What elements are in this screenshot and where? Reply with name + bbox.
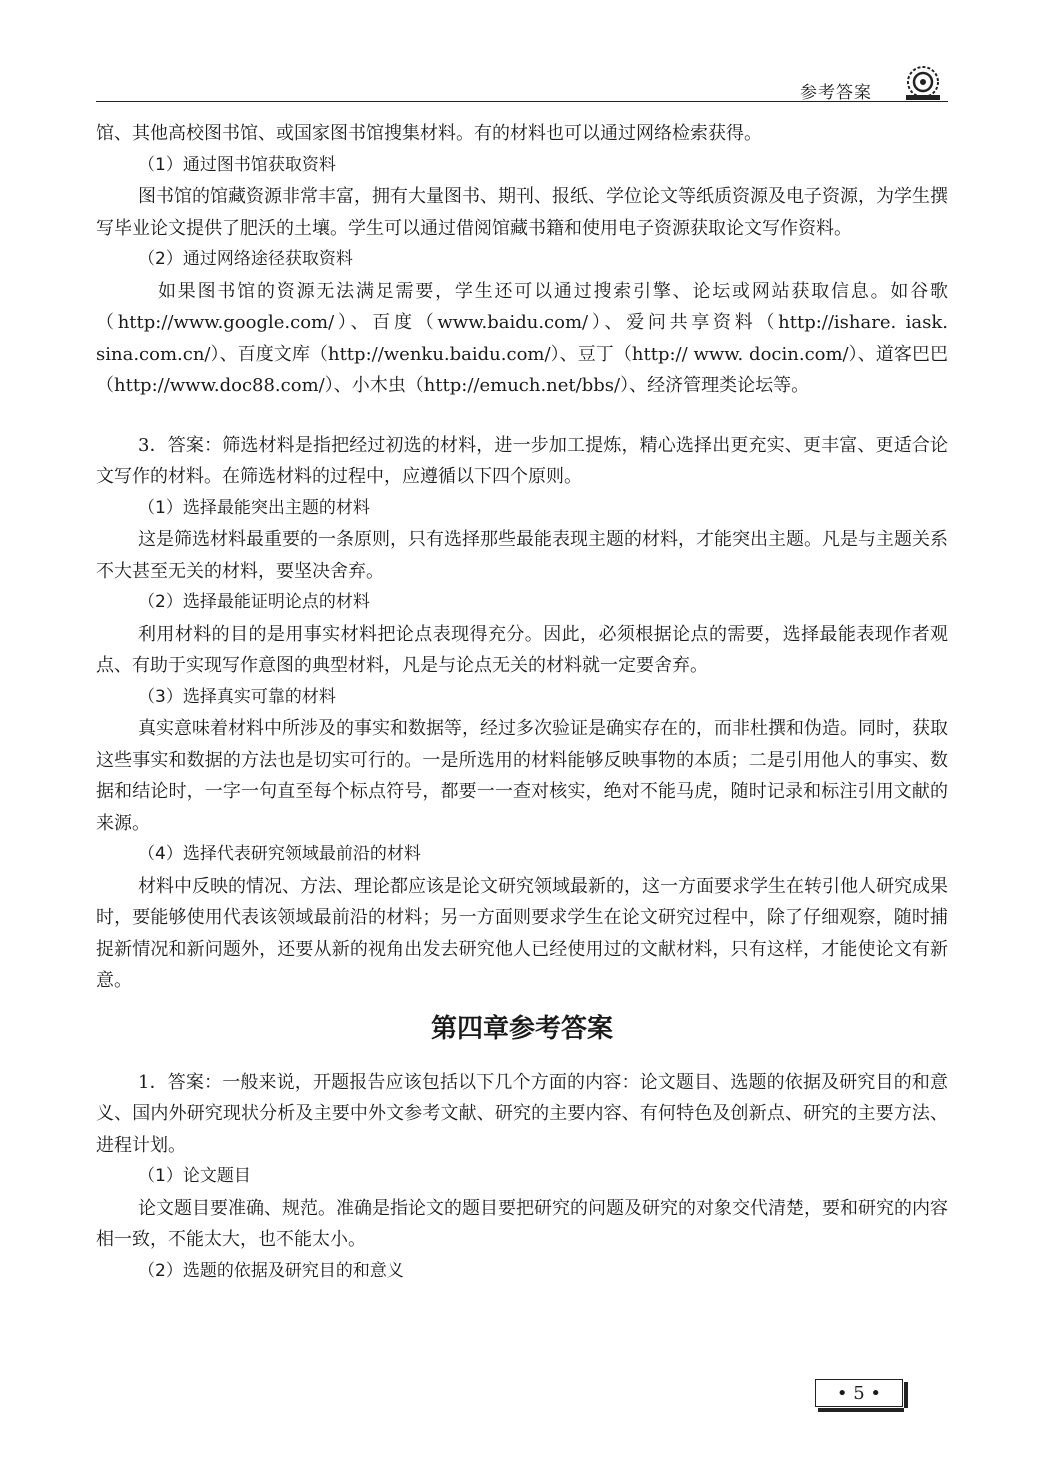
spacer <box>96 402 948 430</box>
paragraph: 1．答案：一般来说，开题报告应该包括以下几个方面的内容：论文题目、选题的依据及研究目的和意义、国内外研究现状分析及主要中外文参考文献、研究的主要内容、有何特色及创新点、研究的主要方法、进程计划。 <box>96 1071 948 1156</box>
subheading: （2）选题的依据及研究目的和意义 <box>138 1260 404 1281</box>
subheading: （2）选择最能证明论点的材料 <box>138 592 370 612</box>
chapter-title: 第四章参考答案 <box>430 1013 613 1044</box>
page-header <box>96 60 948 102</box>
page-content <box>96 118 948 1287</box>
paragraph: 如果图书馆的资源无法满足需要，学生还可以通过搜索引擎、论坛或网站获取信息。如谷歌（http://www.google.com/）、百度（www.baidu.com/）、爱问共享资料（http://ishare. iask. sina.com.cn/）、百度文库（http://wenku.baidu.com/）、豆丁（http:// www. docin.com/）、道客巴巴（http://www.doc88.com/）、小木虫（http://emuch.net/bbs/）、经济管理类论坛等。 <box>96 280 948 396</box>
header-title: 参考答案 <box>800 83 872 103</box>
header-rule <box>96 101 948 102</box>
paragraph: 这是筛选材料最重要的一条原则，只有选择那些最能表现主题的材料，才能突出主题。凡是与主题关系不大甚至无关的材料，要坚决舍弃。 <box>96 529 948 582</box>
page-number <box>815 1379 903 1407</box>
subheading: （1）通过图书馆获取资料 <box>138 154 336 175</box>
subheading: （3）选择真实可靠的材料 <box>138 686 336 707</box>
paragraph: 论文题目要准确、规范。准确是指论文的题目要把研究的问题及研究的对象交代清楚，要和研究的内容相一致，不能太大，也不能太小。 <box>96 1197 948 1250</box>
page-number-label: • 5 • <box>836 1382 882 1404</box>
paragraph: 3．答案：筛选材料是指把经过初选的材料，进一步加工提炼，精心选择出更充实、更丰富、更适合论文写作的材料。在筛选材料的过程中，应遵循以下四个原则。 <box>96 434 948 487</box>
paragraph: 馆、其他高校图书馆、或国家图书馆搜集材料。有的材料也可以通过网络检索获得。 <box>96 123 762 144</box>
subheading: （2）通过网络途径获取资料 <box>138 249 353 269</box>
subheading: （1）选择最能突出主题的材料 <box>138 497 370 518</box>
paragraph: 利用材料的目的是用事实材料把论点表现得充分。因此，必须根据论点的需要，选择最能表现作者观点、有助于实现写作意图的典型材料，凡是与论点无关的材料就一定要舍弃。 <box>96 623 948 676</box>
subheading: （1）论文题目 <box>138 1166 251 1186</box>
subheading: （4）选择代表研究领域最前沿的材料 <box>138 844 421 864</box>
paragraph: 图书馆的馆藏资源非常丰富，拥有大量图书、期刊、报纸、学位论文等纸质资源及电子资源，为学生撰写毕业论文提供了肥沃的土壤。学生可以通过借阅馆藏书籍和使用电子资源获取论文写作资料。 <box>96 186 948 239</box>
paragraph: 真实意味着材料中所涉及的事实和数据等，经过多次验证是确实存在的，而非杜撰和伪造。同时，获取这些事实和数据的方法也是切实可行的。一是所选用的材料能够反映事物的本质；二是引用他人的事实、数据和结论时，一字一句直至每个标点符号，都要一一查对核实，绝对不能马虎，随时记录和标注引用文献的来源。 <box>96 718 948 834</box>
paragraph: 材料中反映的情况、方法、理论都应该是论文研究领域最新的，这一方面要求学生在转引他人研究成果时，要能够使用代表该领域最前沿的材料；另一方面则要求学生在论文研究过程中，除了仔细观察，随时捕捉新情况和新问题外，还要从新的视角出发去研究他人已经使用过的文献材料，只有这样，才能使论文有新意。 <box>96 875 948 991</box>
publisher-logo-icon <box>898 62 948 102</box>
